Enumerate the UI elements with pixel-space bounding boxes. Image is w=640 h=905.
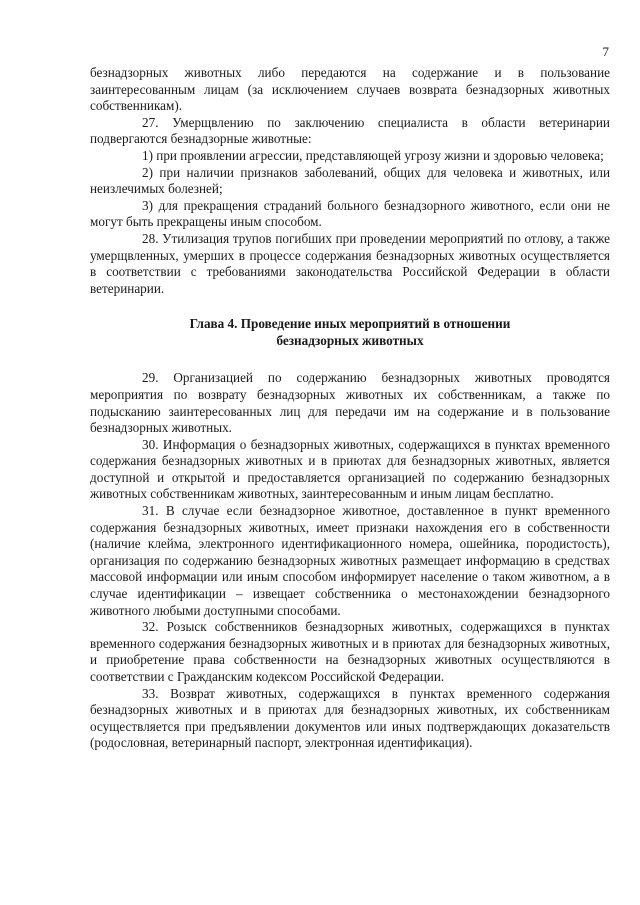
paragraph-31: 31. В случае если безнадзорное животное, доставленное в пункт временного содержания безнадзорных животных, имеет признаки нахождения его в собственности (наличие клейма, электронного идентификационного номера, ошейника, породистость), организация по содержанию безнадзорных животных размещает информацию в средствах массовой информации или иным способом информирует население о таком животном, а в случае идентификации – извещает собственника о местонахождении безнадзорного животного любыми доступными способами. [90,503,610,618]
list-item-27-3: 3) для прекращения страданий больного безнадзорного животного, если они не могут быть прекращены иным способом. [90,197,610,230]
list-item-27-1: 1) при проявлении агрессии, представляющей угрозу жизни и здоровью человека; [142,147,604,163]
list-item-27-2: 2) при наличии признаков заболеваний, общих для человека и животных, или неизлечимых болезней; [90,164,610,197]
page-number: 7 [602,44,609,59]
document-body [90,65,610,752]
paragraph-33: 33. Возврат животных, содержащихся в пунктах временного содержания безнадзорных животных и в приютах для безнадзорных животных, их собственникам осуществляется при предъявлении документов или иных подтверждающих доказательств (родословная, ветеринарный паспорт, электронная идентификация). [90,685,610,751]
paragraph-30: 30. Информация о безнадзорных животных, содержащихся в пунктах временного содержания безнадзорных животных и в приютах для безнадзорных животных, является доступной и открытой и предоставляется организацией по содержанию безнадзорных животных собственникам животных, заинтересованным и иным лицам бесплатно. [90,436,610,502]
chapter-heading-line2: безнадзорных животных [276,333,424,349]
chapter-heading-line1: Глава 4. Проведение иных мероприятий в отношении [189,316,511,332]
paragraph-continuation: безнадзорных животных либо передаются на содержание и в пользование заинтересованным лицам (за исключением случаев возврата безнадзорных животных собственникам). [90,65,610,114]
chapter-heading [90,315,610,349]
paragraph-28: 28. Утилизация трупов погибших при проведении мероприятий по отлову, а также умерщвленных, умерших в процессе содержания безнадзорных животных осуществляется в соответствии с требованиями законодательства Российской Федерации в области ветеринарии. [90,230,610,296]
paragraph-29: 29. Организацией по содержанию безнадзорных животных проводятся мероприятия по возврату безнадзорных животных их собственникам, а также по подысканию заинтересованных лиц для передачи им на содержание и в пользование безнадзорных животных. [90,370,610,436]
paragraph-32: 32. Розыск собственников безнадзорных животных, содержащихся в пунктах временного содержания безнадзорных животных и в приютах для безнадзорных животных, и приобретение права собственности на безнадзорных животных осуществляются в соответствии с Гражданским кодексом Российской Федерации. [90,619,610,684]
paragraph-27: 27. Умерщвлению по заключению специалиста в области ветеринарии подвергаются безнадзорные животные: [90,114,610,147]
